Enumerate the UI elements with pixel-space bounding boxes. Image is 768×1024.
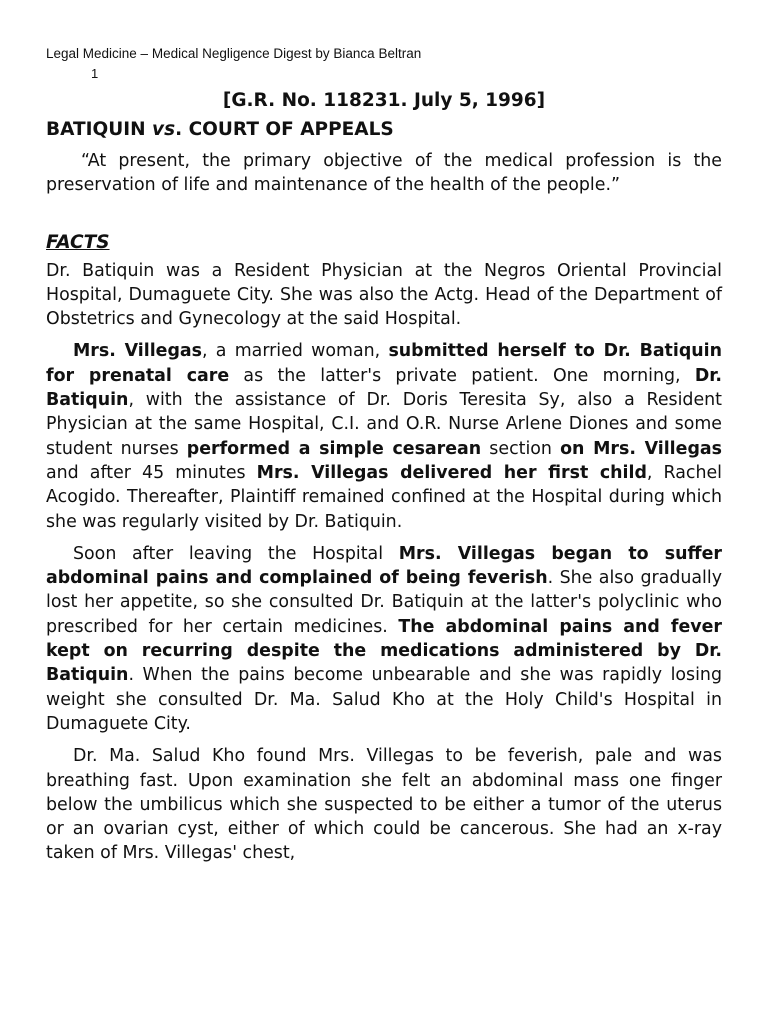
paragraph-text: . She also gradually lost her appetite, so she consulted Dr. Batiquin at the latter's polyclinic who prescribed for her certain medicines. [46, 568, 722, 637]
paragraph-text: , a married woman, [202, 341, 389, 362]
bold-text: submitted herself to Dr. Batiquin for prenatal care [46, 341, 723, 386]
case-title [46, 118, 394, 142]
paragraph-text: . When the pains become unbearable and she was rapidly losing weight she consulted Dr. Ma. Salud Kho at the Holy Child's Hospital in Dumaguete City. [46, 665, 722, 734]
paragraph-text: Dr. Ma. Salud Kho found Mrs. Villegas to be feverish, pale and was breathing fast. Upon examination she felt an abdominal mass one finger below the umbilicus which she suspected to be either a tumor of the uterus or an ovarian cyst, either of which could be cancerous. She had an x-ray taken of Mrs. Villegas' chest, [46, 746, 722, 864]
facts-paragraph-2 [46, 339, 722, 533]
paragraph-text: and after 45 minutes [46, 462, 257, 483]
paragraph-text: as the latter's private patient. One morning, [229, 365, 695, 386]
facts-paragraph-4 [46, 744, 722, 865]
paragraph-text: , Rachel Acogido. Thereafter, Plaintiff remained confined at the Hospital during which she was regularly visited by Dr. Batiquin. [46, 462, 722, 532]
case-title-vs: vs [152, 119, 176, 140]
running-header: Legal Medicine – Medical Negligence Digest by Bianca Beltran [46, 46, 422, 61]
facts-heading: FACTS [46, 231, 110, 253]
paragraph-text: Soon after leaving the Hospital [73, 543, 399, 564]
document-body [46, 149, 722, 874]
case-title-respondent: . COURT OF APPEALS [175, 119, 394, 140]
bold-text: on Mrs. Villegas [560, 438, 722, 459]
bold-text: Mrs. Villegas [73, 341, 202, 362]
paragraph-text: Dr. Batiquin was a Resident Physician at the Negros Oriental Provincial Hospital, Dumaguete City. She was also the Actg. Head of the Department of Obstetrics and Gynecology at the said Hospital. [46, 260, 722, 330]
facts-paragraph-3 [46, 542, 722, 736]
opening-quote: “At present, the primary objective of the medical profession is the preservation of life and maintenance of the health of the people.” [46, 151, 722, 196]
bold-text: Dr. Batiquin [46, 365, 722, 411]
paragraph-text: , with the assistance of Dr. Doris Teresita Sy, also a Resident Physician at the same Hospital, C.I. and O.R. Nurse Arlene Diones and some student nurses [46, 390, 722, 459]
facts-paragraph-1 [46, 259, 722, 332]
bold-text: Mrs. Villegas delivered her first child [256, 462, 647, 483]
bold-text: The abdominal pains and fever kept on recurring despite the medications administered by Dr. Batiquin [46, 616, 722, 686]
page-number: 1 [91, 66, 99, 81]
case-citation: [G.R. No. 118231. July 5, 1996] [222, 90, 546, 111]
bold-text: performed a simple cesarean [186, 438, 482, 459]
bold-text: Mrs. Villegas began to suffer abdominal pains and complained of being feverish [46, 543, 722, 589]
case-title-petitioner: BATIQUIN [46, 119, 153, 140]
paragraph-text: section [481, 438, 561, 459]
